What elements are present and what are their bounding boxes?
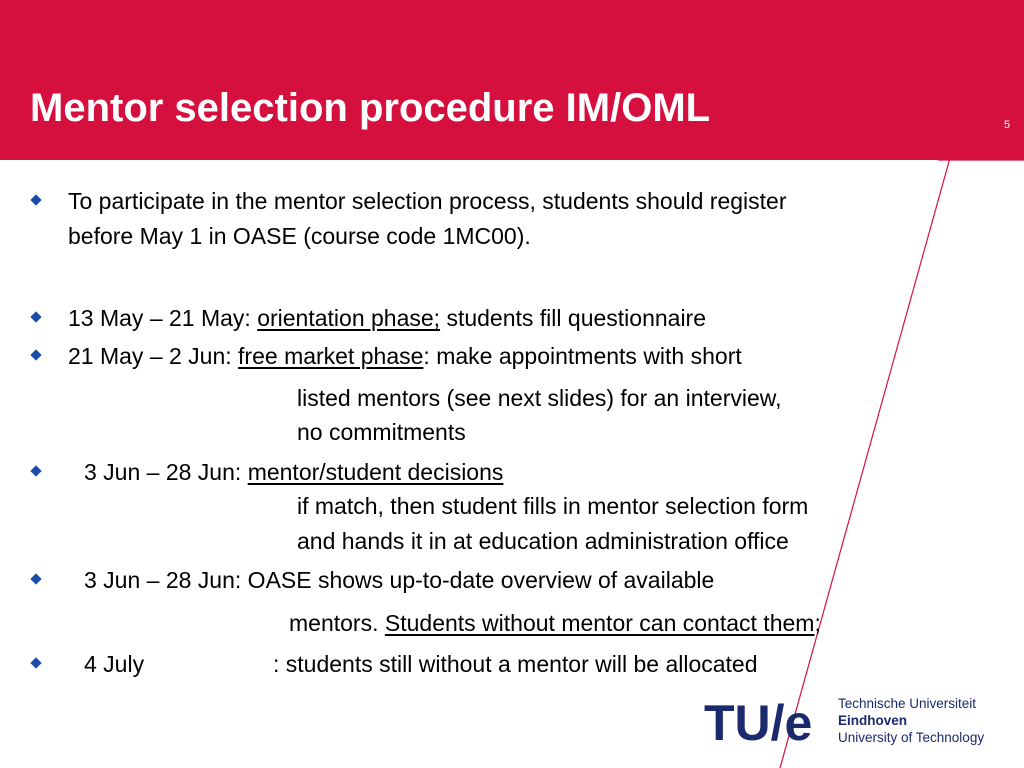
bullet-4-prefix: 3 Jun – 28 Jun: bbox=[84, 459, 248, 485]
logo-line-2: Eindhoven bbox=[838, 713, 908, 728]
bullet-2-suffix: students fill questionnaire bbox=[440, 305, 706, 331]
bullet-3-suffix: : make appointments with short bbox=[423, 343, 742, 369]
bullet-5-line-1: 3 Jun – 28 Jun: OASE shows up-to-date overview of available bbox=[84, 567, 715, 593]
logo-mark: TU/e bbox=[704, 695, 813, 750]
bullet-4-line-3: and hands it in at education administration office bbox=[297, 528, 789, 554]
bullet-6-date: 4 July bbox=[84, 651, 145, 677]
slide-number: 5 bbox=[1004, 119, 1011, 131]
bullet-2-line-1 bbox=[68, 307, 706, 330]
bullet-5-prefix: mentors. bbox=[289, 610, 385, 636]
bullet-2-prefix: 13 May – 21 May: bbox=[68, 305, 258, 331]
logo-line-1: Technische Universiteit bbox=[838, 696, 977, 711]
bullet-6-text: : students still without a mentor will be allocated bbox=[273, 651, 758, 677]
bullet-3-line-2: listed mentors (see next slides) for an interview, bbox=[297, 385, 782, 411]
bullet-5-line-2 bbox=[289, 612, 821, 635]
bullet-3-line-3: no commitments bbox=[297, 419, 466, 445]
orientation-phase-link: orientation phase; bbox=[257, 305, 441, 331]
free-market-phase-link: free market phase bbox=[238, 343, 424, 369]
students-without-mentor-link: Students without mentor can contact them bbox=[384, 610, 815, 636]
bullet-3-line-1 bbox=[68, 345, 742, 368]
tue-logo-icon bbox=[702, 692, 830, 750]
bullet-4-line-1 bbox=[84, 461, 503, 484]
bullet-1-line-1: To participate in the mentor selection process, students should register bbox=[68, 188, 787, 214]
decorative-diagonal-line bbox=[780, 0, 994, 768]
bullet-4-line-2: if match, then student fills in mentor selection form bbox=[297, 493, 809, 519]
slide-title: Mentor selection procedure IM/OML bbox=[30, 86, 711, 130]
bullet-5-suffix: ; bbox=[814, 610, 821, 636]
logo-line-3: University of Technology bbox=[838, 730, 985, 745]
bullet-3-prefix: 21 May – 2 Jun: bbox=[68, 343, 239, 369]
bullet-1-line-2: before May 1 in OASE (course code 1MC00). bbox=[68, 223, 531, 249]
mentor-student-decisions-link: mentor/student decisions bbox=[247, 459, 504, 485]
